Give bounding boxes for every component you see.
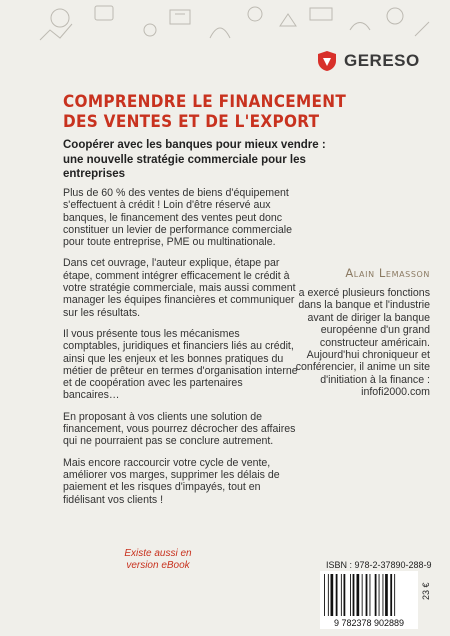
barcode-bar <box>344 574 346 616</box>
paragraph: Mais encore raccourcir votre cycle de vente, améliorer vos marges, supprimer les délais de paiement et les risques d'impayés, tout en fidélisant vos clients ! <box>63 456 280 506</box>
ebook-note: Existe aussi en version eBook <box>124 548 192 571</box>
barcode-bar <box>353 574 355 616</box>
barcode-bar <box>328 574 329 616</box>
book-subtitle: Coopérer avec les banques pour mieux vendre : une nouvelle stratégie commerciale pour les entreprises <box>63 139 326 180</box>
barcode-bar <box>324 574 325 616</box>
paragraph: En proposant à vos clients une solution de financement, vous pourrez décrocher des affaires qui ne pourraient pas se conclure autrement. <box>63 410 296 448</box>
barcode-bar <box>390 574 392 616</box>
publisher-logo <box>316 50 420 72</box>
author-bio: a exercé plusieurs fonctions dans la banque et l'industrie avant de diriger la banque européenne d'un grand constructeur américain. Aujourd'hui chroniqueur et conférencier, il anime un site d'initiation à la finance : infofi2000.com <box>295 287 430 399</box>
gereso-logo-icon <box>316 50 338 72</box>
barcode-bar <box>366 574 368 616</box>
barcode <box>320 571 418 629</box>
barcode-digits: 9 782378 902889 <box>333 618 405 628</box>
barcode-bar <box>336 574 338 616</box>
barcode-bar <box>331 574 334 616</box>
back-cover-text <box>63 187 299 515</box>
paragraph: Plus de 60 % des ventes de biens d'équipement s'effectuent à crédit ! Loin d'être réservé aux banques, le financement des ventes peut donc constituer un levier de performance commerciale pour toute entreprise, PME ou multinationale. <box>63 187 293 249</box>
barcode-bar <box>370 574 371 616</box>
barcode-bar <box>357 574 360 616</box>
publisher-name: GERESO <box>344 51 420 70</box>
barcode-bar <box>341 574 342 616</box>
author-name: Alain Lemasson <box>345 266 430 280</box>
barcode-bar <box>379 574 380 616</box>
isbn: ISBN : 978-2-37890-288-9 <box>326 560 432 570</box>
barcode-bar <box>383 574 384 616</box>
book-title: COMPRENDRE LE FINANCEMENT DES VENTES ET DE L'EXPORT <box>63 92 347 132</box>
barcode-bar <box>394 574 395 616</box>
barcode-bar <box>350 574 351 616</box>
price: 23 € <box>421 582 431 600</box>
barcode-bar <box>385 574 388 616</box>
barcode-bar <box>375 574 377 616</box>
barcode-bar <box>362 574 363 616</box>
paragraph: Dans cet ouvrage, l'auteur explique, étape par étape, comment intégrer efficacement le crédit à votre stratégie commerciale, mais aussi comment manager les équipes financières et communiquer sur les résultats. <box>63 257 296 319</box>
paragraph: Il vous présente tous les mécanismes comptables, juridiques et financiers liés au crédit, ainsi que les enjeux et les bonnes pratiques du métier de prêteur en termes d'organisation interne et de coopération avec les partenaires bancaires… <box>63 327 298 402</box>
